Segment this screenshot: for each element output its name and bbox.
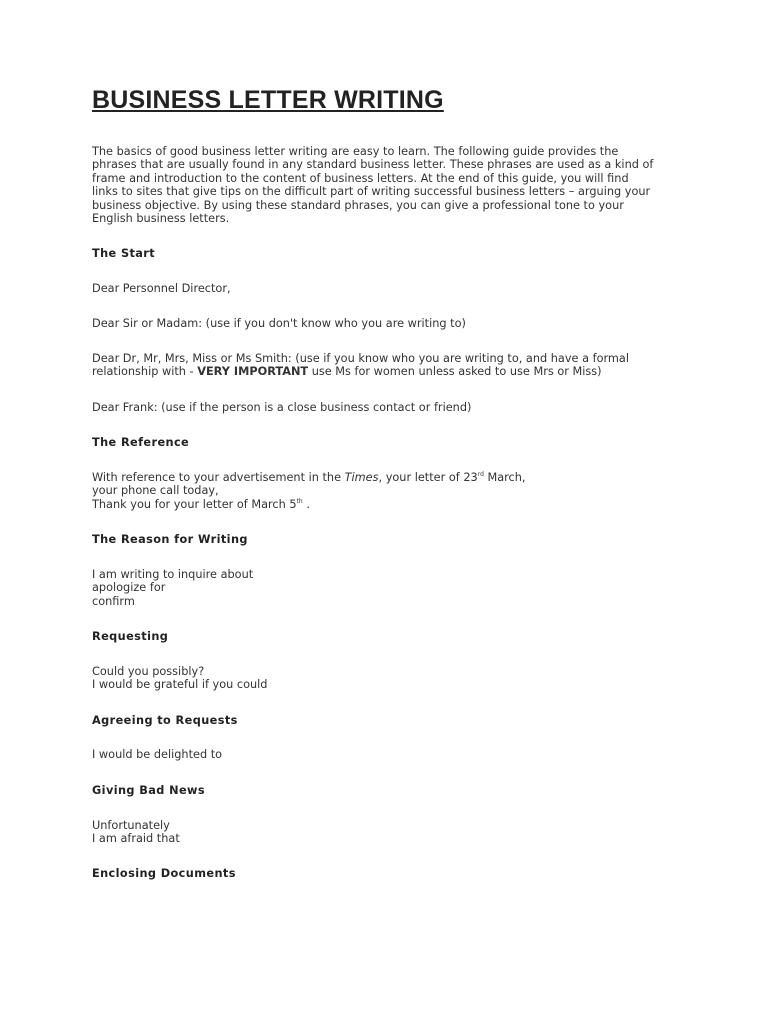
- greeting-formal-line: [92, 365, 629, 378]
- text-run: .: [302, 497, 310, 511]
- section-heading-start: The Start: [92, 247, 156, 260]
- section-heading-enclosing: Enclosing Documents: [92, 867, 236, 880]
- intro-line: frame and introduction to the content of business letters. At the end of this guide, you will find: [92, 171, 629, 185]
- phrase-line: confirm: [92, 594, 135, 608]
- reference-line: [92, 498, 526, 511]
- section-heading-reason: The Reason for Writing: [92, 533, 248, 546]
- phrase-line: Could you possibly?: [92, 665, 205, 678]
- text-run: relationship with -: [92, 365, 198, 379]
- text-run: , your letter of 23: [378, 471, 478, 484]
- section-heading-bad-news: Giving Bad News: [92, 784, 205, 797]
- text-run: use Ms for women unless asked to use Mrs or Miss): [308, 365, 602, 379]
- section-heading-reference: The Reference: [92, 436, 190, 449]
- times-text: Times: [344, 471, 379, 484]
- phrase-line: I am writing to inquire about: [92, 568, 254, 581]
- intro-line: English business letters.: [92, 212, 230, 226]
- phrase-line: I would be delighted to: [92, 748, 223, 761]
- phrase-line: I would be grateful if you could: [92, 678, 268, 692]
- section-heading-agreeing: Agreeing to Requests: [92, 714, 238, 727]
- agreeing-phrases: [92, 748, 222, 761]
- intro-line: phrases that are usually found in any standard business letter. These phrases are used as a kind of: [92, 158, 654, 172]
- reference-line: your phone call today,: [92, 484, 219, 498]
- reference-phrases: [92, 471, 526, 511]
- greeting-close-contact: Dear Frank: (use if the person is a close business contact or friend): [92, 401, 472, 414]
- intro-line: The basics of good business letter writing are easy to learn. The following guide provides the: [92, 145, 619, 158]
- requesting-phrases: [92, 665, 267, 692]
- phrase-line: Unfortunately: [92, 819, 170, 832]
- phrase-line: I am afraid that: [92, 832, 180, 846]
- reason-phrases: [92, 568, 253, 608]
- very-important-text: VERY IMPORTANT: [197, 365, 309, 379]
- reference-line: [92, 471, 526, 484]
- intro-line: business objective. By using these standard phrases, you can give a professional tone to your: [92, 198, 624, 212]
- greeting-sir-or-madam: Dear Sir or Madam: (use if you don't know who you are writing to): [92, 317, 466, 330]
- phrase-line: apologize for: [92, 581, 166, 595]
- text-run: Thank you for your letter of March 5: [92, 497, 297, 511]
- greeting-formal-line: Dear Dr, Mr, Mrs, Miss or Ms Smith: (use if you know who you are writing to, and have a formal: [92, 352, 629, 365]
- page-title: BUSINESS LETTER WRITING: [92, 86, 444, 114]
- greeting-formal: [92, 352, 629, 379]
- text-run: With reference to your advertisement in the: [92, 471, 345, 484]
- greeting-personnel-director: Dear Personnel Director,: [92, 282, 231, 295]
- ordinal-suffix: rd: [477, 471, 484, 478]
- intro-paragraph: [92, 145, 653, 225]
- section-heading-requesting: Requesting: [92, 630, 169, 643]
- bad-news-phrases: [92, 819, 180, 846]
- ordinal-suffix: th: [296, 497, 303, 505]
- text-run: March,: [483, 471, 526, 484]
- intro-line: links to sites that give tips on the difficult part of writing successful business letters – arguing your: [92, 185, 651, 199]
